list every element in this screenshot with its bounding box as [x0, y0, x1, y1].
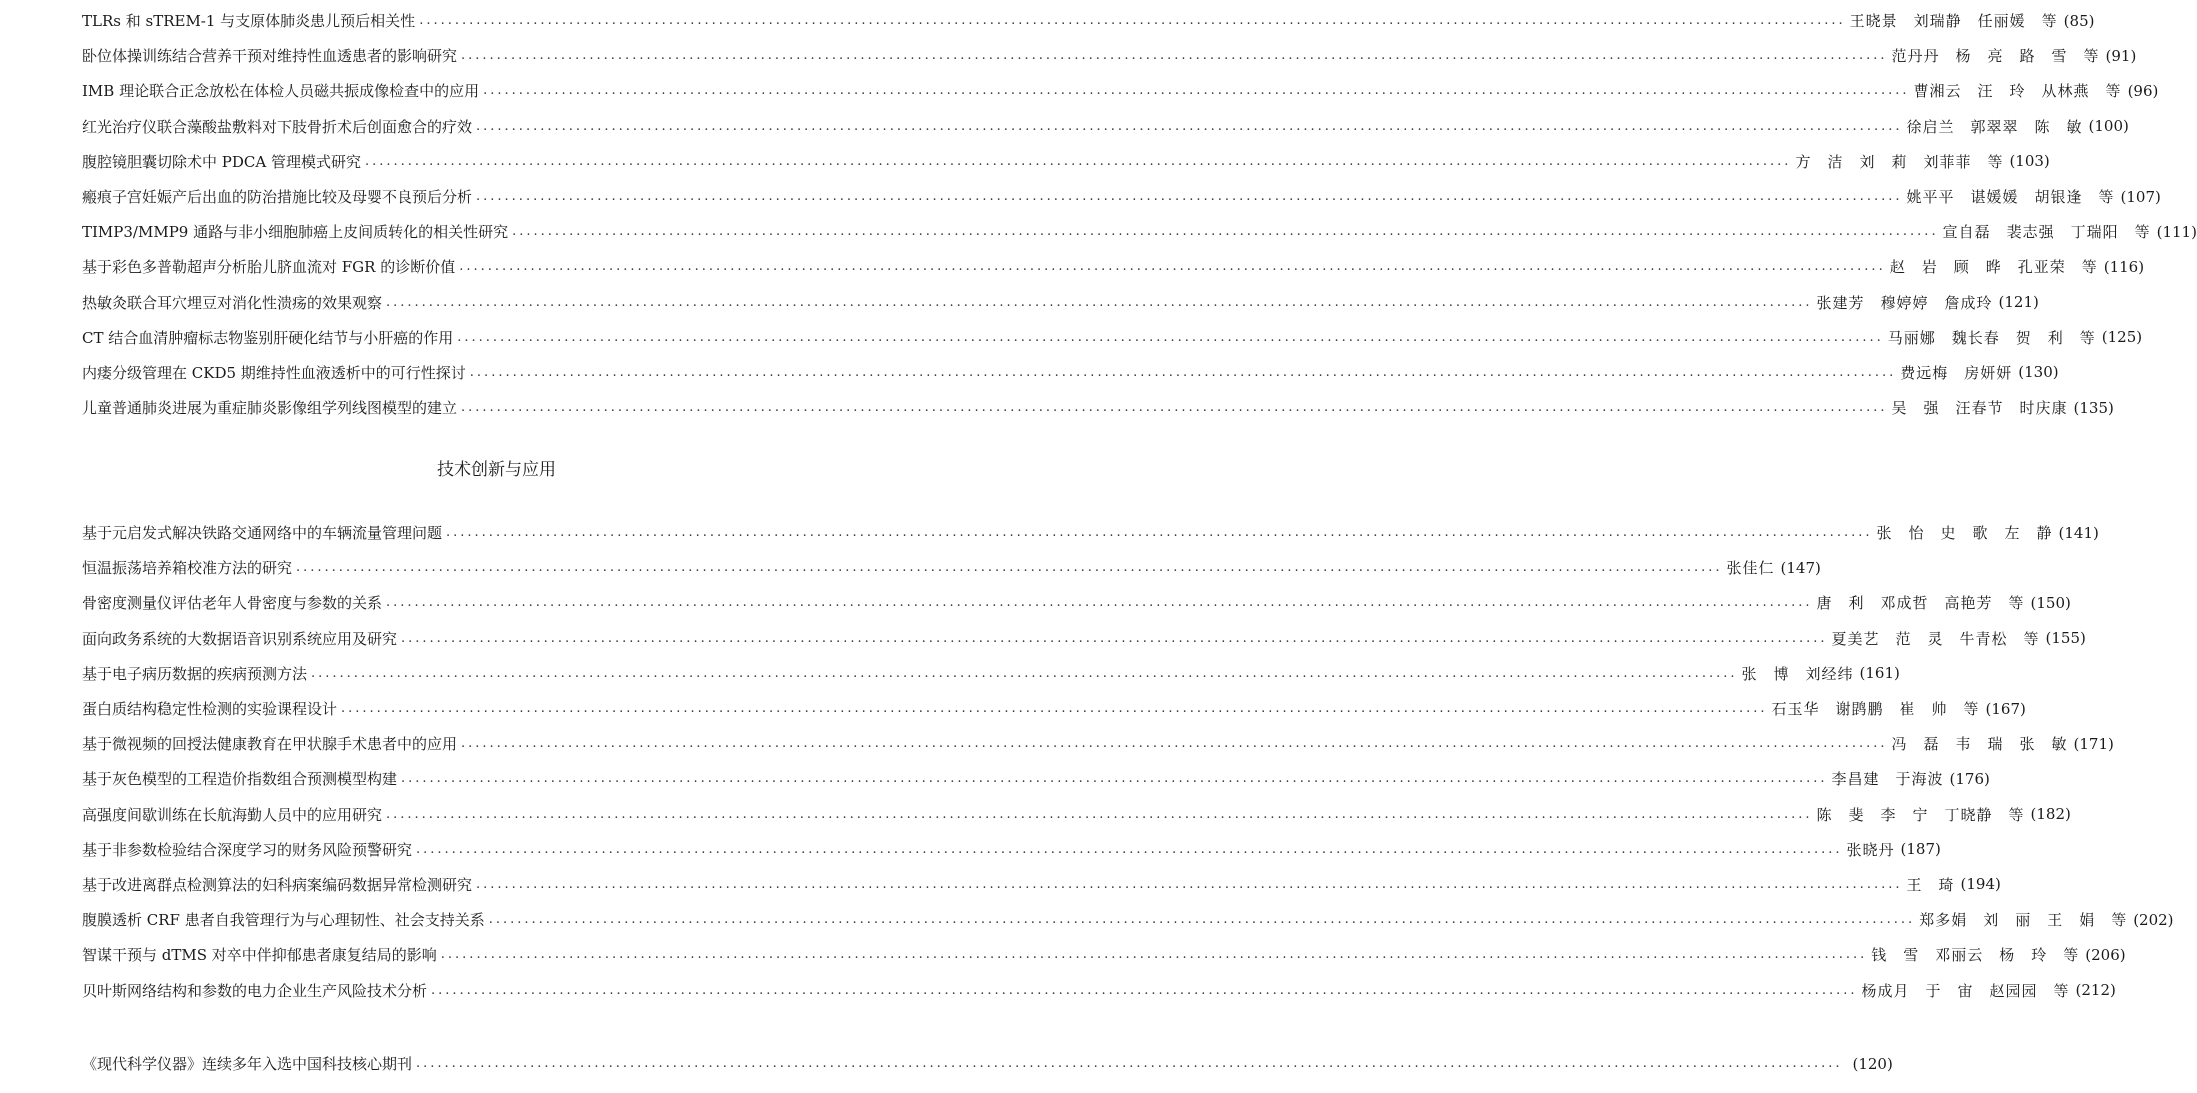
- leader-dots: ........................................................................................................................................................................................................: [488, 912, 1916, 928]
- leader-dots: ........................................................................................................................................................................................................: [311, 665, 1738, 681]
- leader-dots: ........................................................................................................................................................................................................: [419, 13, 1846, 29]
- entry-title: 腹膜透析 CRF 患者自我管理行为与心理韧性、社会支持关系: [82, 911, 485, 930]
- entry-title: 智谋干预与 dTMS 对卒中伴抑郁患者康复结局的影响: [82, 946, 437, 965]
- leader-dots: ........................................................................................................................................................................................................: [364, 153, 1792, 169]
- toc-entry: [82, 355, 2059, 390]
- entry-title: 恒温振荡培养箱校准方法的研究: [82, 559, 293, 578]
- entry-authors: 石玉华 谢鹍鹏 崔 帅 等: [1771, 700, 1980, 719]
- entry-authors: 姚平平 谌媛媛 胡银逢 等: [1906, 188, 2115, 207]
- leader-dots: ........................................................................................................................................................................................................: [446, 525, 1873, 541]
- entry-page-number: (150): [2030, 593, 2071, 612]
- entry-page-number: (116): [2103, 257, 2145, 276]
- entry-title: TLRs 和 sTREM-1 与支原体肺炎患儿预后相关性: [82, 12, 416, 31]
- entry-authors: 徐启兰 郭翠翠 陈 敏: [1906, 117, 2083, 136]
- entry-page-number: (120): [1852, 1054, 1893, 1073]
- leader-dots: ........................................................................................................................................................................................................: [459, 259, 1886, 275]
- toc-section-technology: [82, 515, 2174, 1008]
- entry-title: 热敏灸联合耳穴埋豆对消化性溃疡的效果观察: [82, 293, 383, 312]
- entry-page-number: (187): [1900, 840, 1941, 859]
- entry-title: 基于彩色多普勒超声分析胎儿脐血流对 FGR 的诊断价值: [82, 258, 456, 277]
- entry-page-number: (206): [2085, 945, 2126, 964]
- entry-page-number: (85): [2063, 11, 2095, 30]
- entry-authors: 曹湘云 汪 玲 从林燕 等: [1913, 82, 2122, 101]
- leader-dots: ........................................................................................................................................................................................................: [483, 83, 1910, 99]
- entry-authors: 郑多娟 刘 丽 王 娟 等: [1919, 911, 2128, 930]
- leader-dots: ........................................................................................................................................................................................................: [457, 329, 1884, 345]
- entry-authors: 赵 岩 顾 晔 孔亚荣 等: [1889, 258, 2098, 277]
- entry-authors: 王晓景 刘瑞静 任丽媛 等: [1849, 12, 2058, 31]
- toc-entry: [82, 761, 1990, 796]
- entry-title: IMB 理论联合正念放松在体检人员磁共振成像检查中的应用: [82, 82, 480, 101]
- entry-title: CT 结合血清肿瘤标志物鉴别肝硬化结节与小肝癌的作用: [82, 328, 454, 347]
- entry-page-number: (176): [1949, 769, 1990, 788]
- entry-page-number: (212): [2075, 981, 2116, 1000]
- entry-title: 骨密度测量仪评估老年人骨密度与参数的关系: [82, 594, 383, 613]
- toc-entry: [82, 656, 1900, 691]
- entry-page-number: (107): [2120, 187, 2161, 206]
- entry-title: 基于非参数检验结合深度学习的财务风险预警研究: [82, 840, 413, 859]
- entry-page-number: (91): [2105, 46, 2137, 65]
- entry-page-number: (125): [2101, 328, 2143, 347]
- entry-authors: 方 洁 刘 莉 刘菲菲 等: [1795, 152, 2004, 171]
- entry-authors: 陈 斐 李 宁 丁晓静 等: [1816, 805, 2025, 824]
- toc-entry: [82, 3, 2095, 38]
- entry-authors: 夏美艺 范 灵 牛青松 等: [1831, 629, 2040, 648]
- entry-authors: 杨成月 于 宙 赵园园 等: [1861, 981, 2070, 1000]
- entry-page-number: (121): [1998, 293, 2039, 312]
- leader-dots: ........................................................................................................................................................................................................: [386, 294, 1813, 310]
- leader-dots: ........................................................................................................................................................................................................: [416, 841, 1843, 857]
- toc-entry: [82, 797, 2071, 832]
- entry-title: 内瘘分级管理在 CKD5 期维持性血液透析中的可行性探讨: [82, 363, 466, 382]
- entry-authors: 吴 强 汪春节 时庆康: [1891, 399, 2068, 418]
- leader-dots: ........................................................................................................................................................................................................: [416, 1056, 1843, 1072]
- toc-entry: [82, 144, 2050, 179]
- entry-authors: 张建芳 穆婷婷 詹成玲: [1816, 293, 1993, 312]
- entry-page-number: (141): [2058, 523, 2099, 542]
- leader-dots: ........................................................................................................................................................................................................: [401, 771, 1828, 787]
- entry-title: 基于灰色模型的工程造价指数组合预测模型构建: [82, 770, 398, 789]
- toc-entry: [82, 390, 2114, 425]
- entry-title: 卧位体操训练结合营养干预对维持性血透患者的影响研究: [82, 47, 458, 66]
- toc-entry: [82, 214, 2197, 249]
- toc-entry: [82, 550, 1821, 585]
- leader-dots: ........................................................................................................................................................................................................: [476, 876, 1903, 892]
- entry-authors: 马丽娜 魏长春 贺 利 等: [1887, 328, 2096, 347]
- toc-entry: [82, 1046, 1893, 1081]
- toc-entry: [82, 585, 2071, 620]
- leader-dots: ........................................................................................................................................................................................................: [386, 595, 1813, 611]
- leader-dots: ........................................................................................................................................................................................................: [440, 947, 1868, 963]
- entry-page-number: (194): [1960, 875, 2001, 894]
- entry-authors: 费远梅 房妍妍: [1900, 363, 2013, 382]
- entry-page-number: (111): [2156, 222, 2197, 241]
- leader-dots: ........................................................................................................................................................................................................: [296, 560, 1723, 576]
- entry-page-number: (96): [2127, 81, 2159, 100]
- toc-entry: [82, 515, 2099, 550]
- footer-notice: [82, 1046, 1893, 1081]
- entry-title: 贝叶斯网络结构和参数的电力企业生产风险技术分析: [82, 981, 428, 1000]
- entry-authors: 唐 利 邓成哲 高艳芳 等: [1816, 594, 2025, 613]
- leader-dots: ........................................................................................................................................................................................................: [461, 48, 1888, 64]
- leader-dots: ........................................................................................................................................................................................................: [476, 189, 1903, 205]
- entry-page-number: (130): [2018, 363, 2059, 382]
- leader-dots: ........................................................................................................................................................................................................: [512, 224, 1939, 240]
- toc-entry: [82, 937, 2126, 972]
- entry-page-number: (161): [1859, 664, 1900, 683]
- leader-dots: ........................................................................................................................................................................................................: [461, 736, 1888, 752]
- entry-page-number: (147): [1780, 558, 1821, 577]
- toc-entry: [82, 38, 2137, 73]
- toc-entry: [82, 726, 2114, 761]
- entry-title: 蛋白质结构稳定性检测的实验课程设计: [82, 700, 338, 719]
- entry-authors: 张 博 刘经纬: [1741, 664, 1854, 683]
- leader-dots: ........................................................................................................................................................................................................: [341, 701, 1768, 717]
- entry-title: 腹腔镜胆囊切除术中 PDCA 管理模式研究: [82, 152, 361, 171]
- leader-dots: ........................................................................................................................................................................................................: [469, 364, 1897, 380]
- entry-authors: 张 怡 史 歌 左 静: [1876, 524, 2053, 543]
- toc-entry: [82, 867, 2001, 902]
- entry-title: 《现代科学仪器》连续多年入选中国科技核心期刊: [82, 1055, 413, 1074]
- entry-title: 基于微视频的回授法健康教育在甲状腺手术患者中的应用: [82, 735, 458, 754]
- toc-entry: [82, 691, 2026, 726]
- section-heading: 技术创新与应用: [437, 460, 556, 480]
- leader-dots: ........................................................................................................................................................................................................: [476, 118, 1903, 134]
- entry-authors: 冯 磊 韦 瑞 张 敏: [1891, 735, 2068, 754]
- leader-dots: ........................................................................................................................................................................................................: [431, 982, 1858, 998]
- leader-dots: ........................................................................................................................................................................................................: [401, 630, 1828, 646]
- entry-title: 面向政务系统的大数据语音识别系统应用及研究: [82, 629, 398, 648]
- toc-section-clinical: [82, 3, 2197, 425]
- entry-page-number: (135): [2073, 398, 2114, 417]
- toc-entry: [82, 249, 2145, 284]
- toc-entry: [82, 73, 2159, 108]
- toc-entry: [82, 972, 2116, 1007]
- entry-page-number: (155): [2045, 629, 2086, 648]
- entry-page-number: (182): [2030, 805, 2071, 824]
- entry-page-number: (167): [1985, 699, 2026, 718]
- entry-title: 瘢痕子宫妊娠产后出血的防治措施比较及母婴不良预后分析: [82, 188, 473, 207]
- toc-entry: [82, 621, 2086, 656]
- entry-authors: 张佳仁: [1726, 559, 1775, 578]
- entry-title: 红光治疗仪联合藻酸盐敷料对下肢骨折术后创面愈合的疗效: [82, 117, 473, 136]
- toc-entry: [82, 902, 2174, 937]
- entry-title: 基于元启发式解决铁路交通网络中的车辆流量管理问题: [82, 524, 443, 543]
- toc-entry: [82, 320, 2143, 355]
- entry-authors: 宣自磊 裴志强 丁瑞阳 等: [1942, 223, 2151, 242]
- leader-dots: ........................................................................................................................................................................................................: [386, 806, 1813, 822]
- entry-title: TIMP3/MMP9 通路与非小细胞肺癌上皮间质转化的相关性研究: [82, 223, 509, 242]
- entry-authors: 李昌建 于海波: [1831, 770, 1944, 789]
- toc-entry: [82, 285, 2039, 320]
- entry-authors: 范丹丹 杨 亮 路 雪 等: [1891, 47, 2100, 66]
- entry-page-number: (202): [2133, 910, 2174, 929]
- entry-title: 儿童普通肺炎进展为重症肺炎影像组学列线图模型的建立: [82, 399, 458, 418]
- entry-page-number: (100): [2088, 117, 2129, 136]
- entry-title: 基于电子病历数据的疾病预测方法: [82, 664, 308, 683]
- toc-entry: [82, 179, 2161, 214]
- leader-dots: ........................................................................................................................................................................................................: [461, 400, 1888, 416]
- entry-authors: 钱 雪 邓丽云 杨 玲 等: [1871, 946, 2080, 965]
- toc-entry: [82, 832, 1941, 867]
- entry-authors: 王 琦: [1906, 875, 1955, 894]
- entry-page-number: (171): [2073, 734, 2114, 753]
- entry-page-number: (103): [2009, 152, 2050, 171]
- entry-title: 高强度间歇训练在长航海勤人员中的应用研究: [82, 805, 383, 824]
- entry-title: 基于改进离群点检测算法的妇科病案编码数据异常检测研究: [82, 875, 473, 894]
- toc-entry: [82, 109, 2129, 144]
- entry-authors: 张晓丹: [1846, 840, 1895, 859]
